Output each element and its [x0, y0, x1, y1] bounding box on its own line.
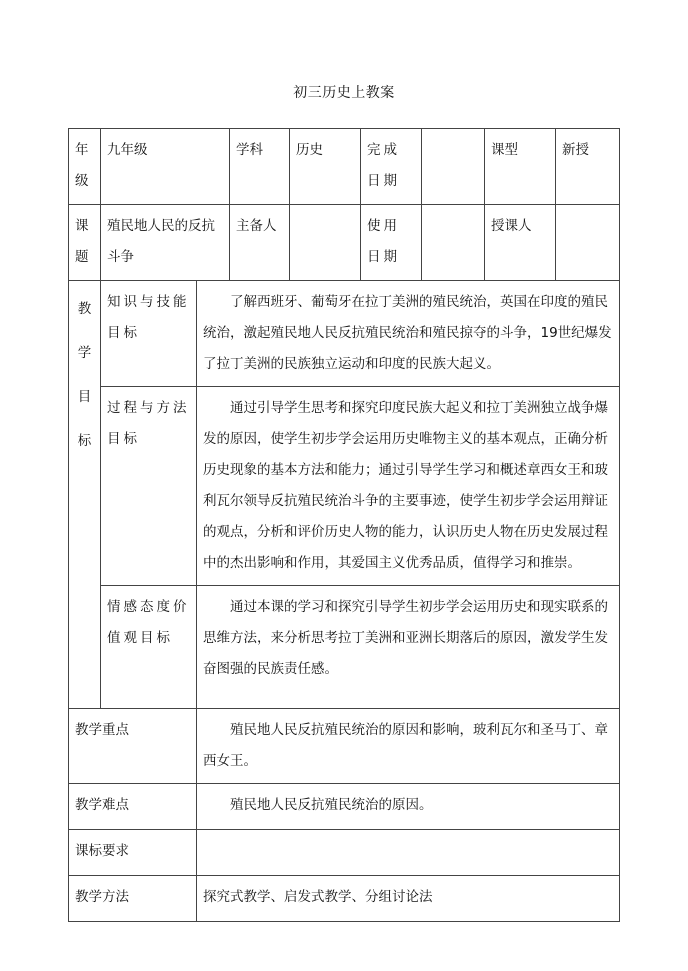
difficulties-label: 教学难点 [69, 784, 197, 830]
use-date-value [422, 205, 485, 281]
complete-date-label: 完成日期 [361, 129, 422, 205]
table-row-emotion-goal [69, 586, 620, 709]
topic-value: 殖民地人民的反抗斗争 [101, 205, 230, 281]
lesson-type-value: 新授 [556, 129, 620, 205]
key-points-label: 教学重点 [69, 709, 197, 784]
table-row-difficulties [69, 784, 620, 830]
preparer-label: 主备人 [230, 205, 290, 281]
teaching-goals-char: 标 [77, 433, 92, 449]
process-goal-label: 过程与方法目标 [101, 387, 197, 586]
process-goal-text: 通过引导学生思考和探究印度民族大起义和拉丁美洲独立战争爆发的原因，使学生初步学会运用历史唯物主义的基本观点，正确分析历史现象的基本方法和能力；通过引导学生学习和概述章西女王和玻利瓦尔领导反抗殖民统治斗争的主要事迹，使学生初步学会运用辩证的观点，分析和评价历史人物的能力，认识历史人物在历史发展过程中的杰出影响和作用，其爱国主义优秀品质，值得学习和推崇。 [197, 387, 620, 586]
use-date-label: 使用日期 [361, 205, 422, 281]
emotion-goal-text: 通过本课的学习和探究引导学生初步学会运用历史和现实联系的思维方法，来分析思考拉丁美洲和亚洲长期落后的原因，激发学生发奋图强的民族责任感。 [197, 586, 620, 709]
teaching-goals-char: 学 [77, 345, 92, 361]
complete-date-value [422, 129, 485, 205]
preparer-value [290, 205, 361, 281]
knowledge-goal-text: 了解西班牙、葡萄牙在拉丁美洲的殖民统治，英国在印度的殖民统治，激起殖民地人民反抗殖民统治和殖民掠夺的斗争，19世纪爆发了拉丁美洲的民族独立运动和印度的民族大起义。 [197, 281, 620, 387]
difficulties-text: 殖民地人民反抗殖民统治的原因。 [197, 784, 620, 830]
lesson-plan-table [68, 128, 620, 922]
key-points-text: 殖民地人民反抗殖民统治的原因和影响，玻利瓦尔和圣马丁、章西女王。 [197, 709, 620, 784]
emotion-goal-label: 情感态度价值观目标 [101, 586, 197, 709]
teaching-goals-char: 教 [77, 301, 92, 317]
table-row-topic [69, 205, 620, 281]
standard-text [197, 830, 620, 876]
table-row-knowledge-goal [69, 281, 620, 387]
standard-label: 课标要求 [69, 830, 197, 876]
subject-value: 历史 [290, 129, 361, 205]
table-row-grade [69, 129, 620, 205]
teacher-value [556, 205, 620, 281]
lesson-type-label: 课型 [485, 129, 556, 205]
table-row-methods [69, 876, 620, 922]
methods-text: 探究式教学、启发式教学、分组讨论法 [197, 876, 620, 922]
table-row-process-goal [69, 387, 620, 586]
subject-label: 学科 [230, 129, 290, 205]
table-row-key-points [69, 709, 620, 784]
methods-label: 教学方法 [69, 876, 197, 922]
knowledge-goal-label: 知识与技能目标 [101, 281, 197, 387]
table-row-standard [69, 830, 620, 876]
topic-label: 课题 [69, 205, 101, 281]
teaching-goals-label [69, 281, 101, 709]
page-title: 初三历史上教案 [293, 85, 395, 101]
teaching-goals-char: 目 [77, 389, 92, 405]
grade-label: 年级 [69, 129, 101, 205]
grade-value: 九年级 [101, 129, 230, 205]
teacher-label: 授课人 [485, 205, 556, 281]
